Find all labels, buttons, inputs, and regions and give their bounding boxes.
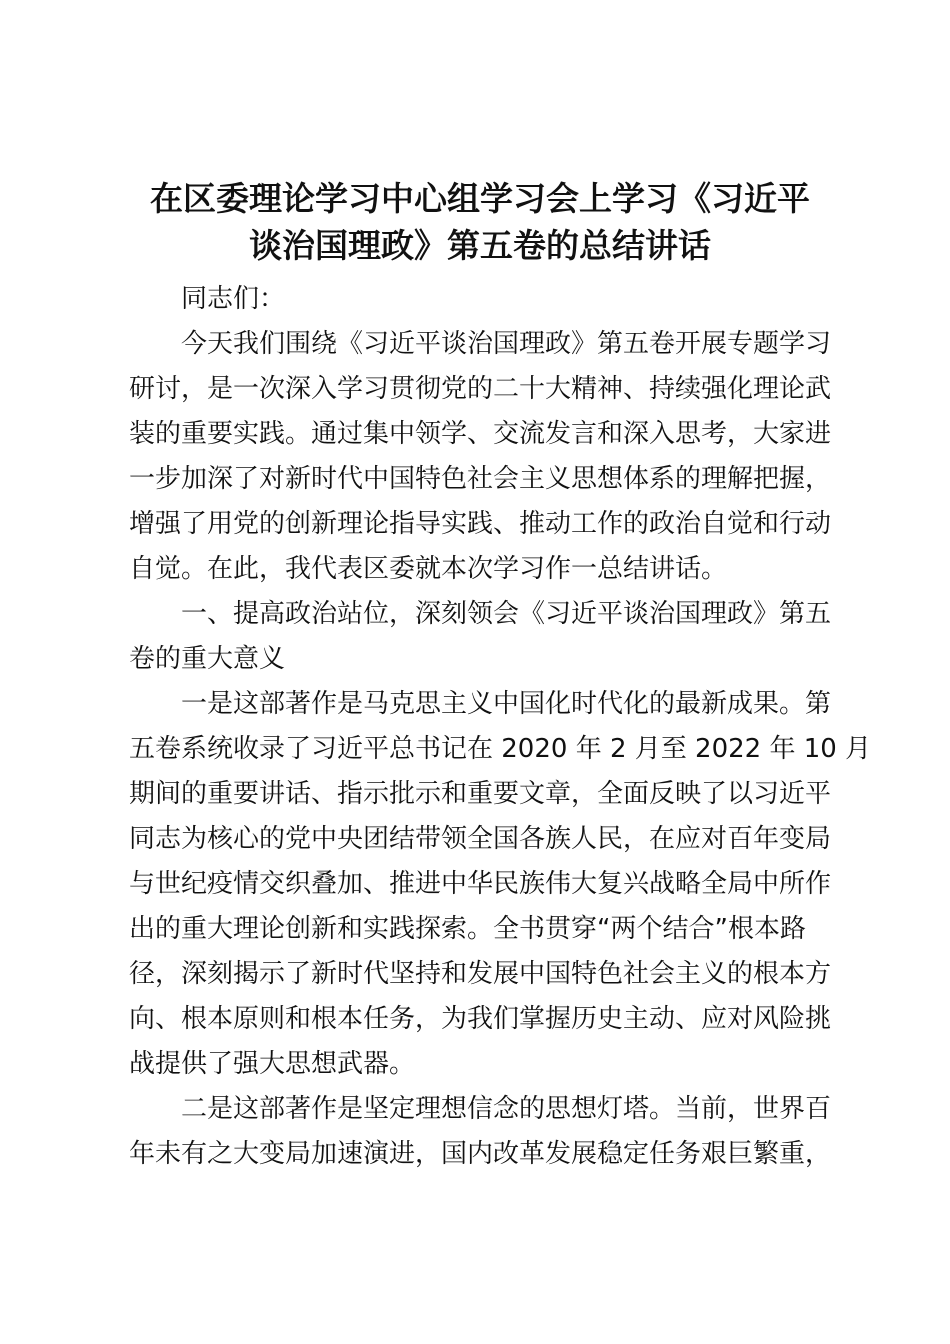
salutation: 同志们： xyxy=(181,284,286,314)
body-line-15: 战提供了强大思想武器。 xyxy=(129,1049,416,1079)
document-title-line-1: 在区委理论学习中心组学习会上学习《习近平 xyxy=(150,179,810,218)
body-line-17: 年未有之大变局加速演进，国内改革发展稳定任务艰巨繁重， xyxy=(129,1139,832,1169)
body-line-9: 期间的重要讲话、指示批示和重要文章，全面反映了以习近平 xyxy=(129,779,832,809)
body-line-4: 一步加深了对新时代中国特色社会主义思想体系的理解把握， xyxy=(129,464,832,494)
body-line-7: 一是这部著作是马克思主义中国化时代化的最新成果。第 xyxy=(181,689,832,719)
body-line-6: 自觉。在此，我代表区委就本次学习作一总结讲话。 xyxy=(129,554,728,584)
body-line-10: 同志为核心的党中央团结带领全国各族人民，在应对百年变局 xyxy=(129,824,832,854)
body-line-1: 今天我们围绕《习近平谈治国理政》第五卷开展专题学习 xyxy=(181,329,832,359)
body-line-2: 研讨，是一次深入学习贯彻党的二十大精神、持续强化理论武 xyxy=(129,374,832,404)
body-line-8: 五卷系统收录了习近平总书记在 2020 年 2 月至 2022 年 10 月 xyxy=(129,734,872,764)
body-line-16: 二是这部著作是坚定理想信念的思想灯塔。当前，世界百 xyxy=(181,1094,832,1124)
body-line-5: 增强了用党的创新理论指导实践、推动工作的政治自觉和行动 xyxy=(129,509,832,539)
body-line-3: 装的重要实践。通过集中领学、交流发言和深入思考，大家进 xyxy=(129,419,832,449)
body-line-12: 出的重大理论创新和实践探索。全书贯穿“两个结合”根本路 xyxy=(129,914,806,944)
section-heading-line-1: 一、提高政治站位，深刻领会《习近平谈治国理政》第五 xyxy=(181,599,832,629)
body-line-13: 径，深刻揭示了新时代坚持和发展中国特色社会主义的根本方 xyxy=(129,959,832,989)
document-title-line-2: 谈治国理政》第五卷的总结讲话 xyxy=(249,226,711,265)
body-line-14: 向、根本原则和根本任务，为我们掌握历史主动、应对风险挑 xyxy=(129,1004,832,1034)
section-heading-line-2: 卷的重大意义 xyxy=(129,644,286,674)
body-line-11: 与世纪疫情交织叠加、推进中华民族伟大复兴战略全局中所作 xyxy=(129,869,832,899)
